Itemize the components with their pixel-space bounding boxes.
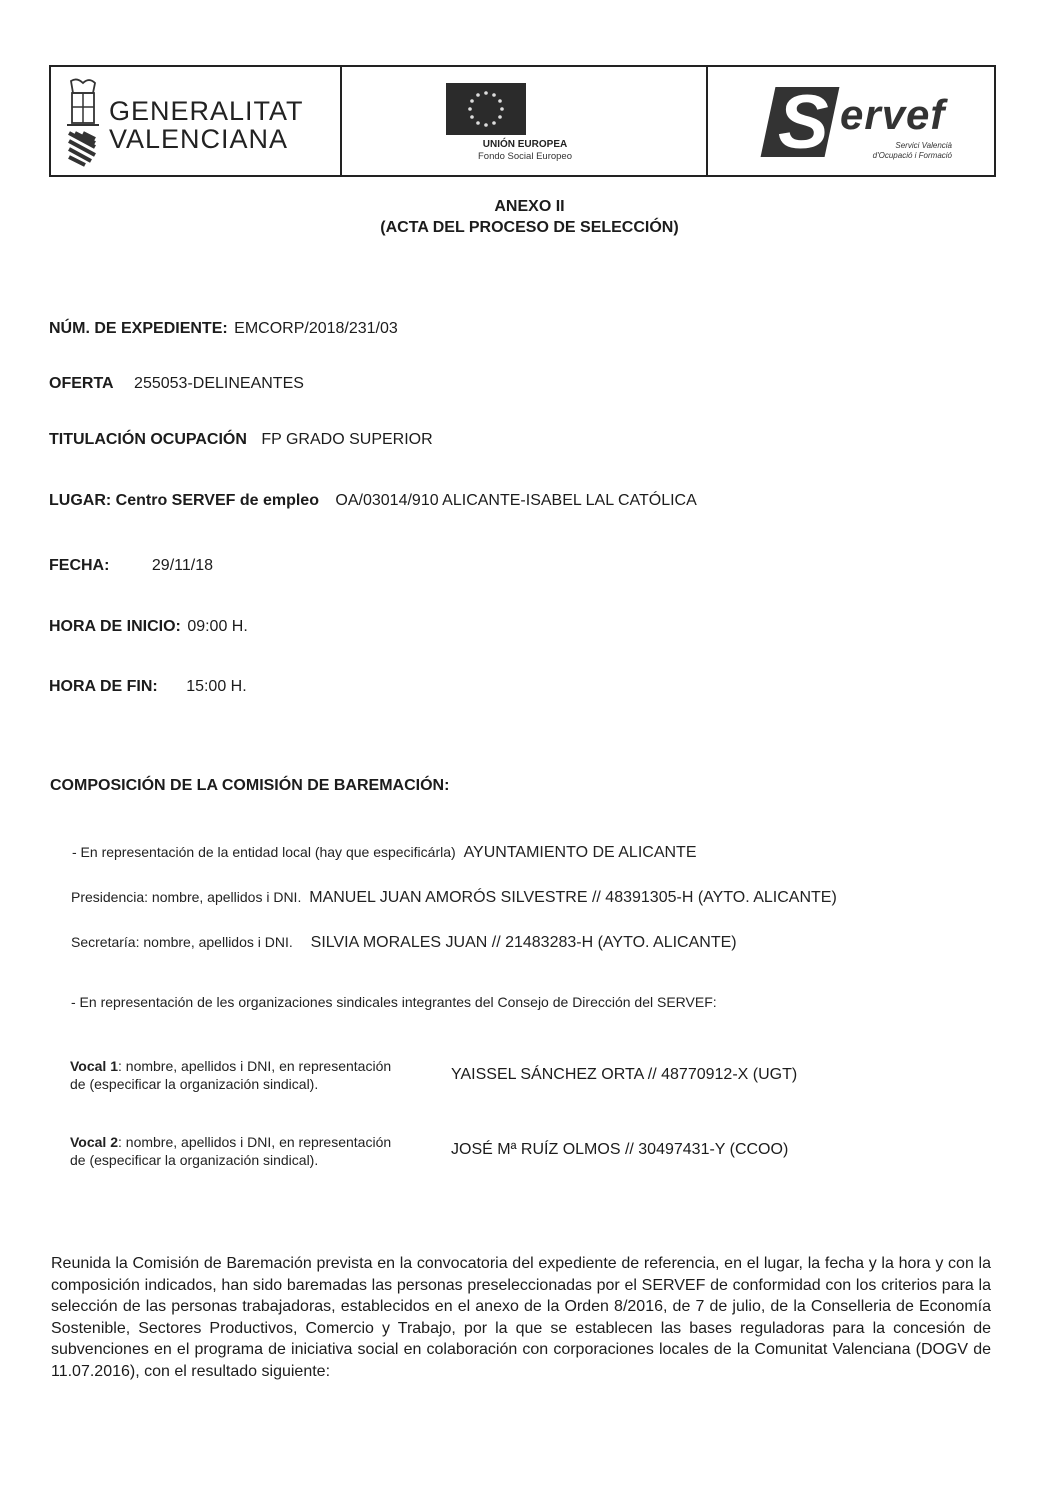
hora-inicio-field (49, 618, 248, 636)
presidencia-label: Presidencia: nombre, apellidos i DNI. (71, 889, 302, 905)
hora-inicio-label: HORA DE INICIO: (49, 618, 181, 635)
generalitat-line1: GENERALITAT (109, 96, 304, 126)
servef-s-letter: S (778, 80, 829, 165)
hora-fin-value: 15:00 H. (186, 678, 247, 695)
entidad-row (72, 844, 697, 862)
servef-subtitle-2: d'Ocupació i Formació (872, 151, 952, 160)
vocal2-line1: : nombre, apellidos i DNI, en representación (118, 1134, 392, 1150)
generalitat-line2: VALENCIANA (109, 124, 289, 154)
generalitat-logo-text (109, 97, 304, 153)
presidencia-value: MANUEL JUAN AMORÓS SILVESTRE // 48391305-H (AYTO. ALICANTE) (309, 889, 837, 906)
lugar-label: LUGAR: Centro SERVEF de empleo (49, 492, 319, 509)
fecha-label: FECHA: (49, 557, 110, 574)
vocal2-line2: de (especificar la organización sindical). (70, 1152, 319, 1168)
header-logo-table (49, 65, 996, 177)
entidad-value: AYUNTAMIENTO DE ALICANTE (463, 844, 697, 861)
oferta-value: 255053-DELINEANTES (134, 375, 304, 392)
vocal2-label (70, 1133, 391, 1169)
fecha-field (49, 557, 213, 575)
titulacion-field (49, 431, 433, 449)
titulacion-label: TITULACIÓN OCUPACIÓN (49, 431, 247, 448)
fecha-value: 29/11/18 (151, 557, 213, 574)
secretaria-value: SILVIA MORALES JUAN // 21483283-H (AYTO. ALICANTE) (310, 934, 737, 951)
entidad-label: - En representación de la entidad local (hay que especificárla) (72, 844, 456, 860)
comision-heading: COMPOSICIÓN DE LA COMISIÓN DE BAREMACIÓN: (50, 777, 450, 794)
secretaria-row (71, 934, 737, 952)
expediente-field (49, 320, 398, 338)
sindicales-row: - En representación de les organizaciones sindicales integrantes del Consejo de Dirección del SERVEF: (71, 994, 717, 1010)
hora-fin-field (49, 678, 247, 696)
document-subtitle: (ACTA DEL PROCESO DE SELECCIÓN) (380, 219, 679, 236)
lugar-value: OA/03014/910 ALICANTE-ISABEL LAL CATÓLICA (335, 492, 697, 509)
vocal1-value: YAISSEL SÁNCHEZ ORTA // 48770912-X (UGT) (451, 1066, 798, 1083)
eu-label: UNIÓN EUROPEA (482, 139, 568, 150)
eu-flag-icon (446, 83, 526, 135)
oferta-label: OFERTA (49, 375, 114, 392)
oferta-field (49, 375, 304, 393)
expediente-value: EMCORP/2018/231/03 (234, 320, 398, 337)
vocal1-label (70, 1057, 391, 1093)
eu-fund-label: Fondo Social Europeo (477, 151, 572, 162)
vocal2-bold: Vocal 2 (70, 1134, 118, 1150)
presidencia-row (71, 889, 837, 907)
vocal1-line2: de (especificar la organización sindical). (70, 1076, 319, 1092)
secretaria-label: Secretaría: nombre, apellidos i DNI. (71, 934, 293, 950)
titulacion-value: FP GRADO SUPERIOR (261, 431, 433, 448)
generalitat-emblem-icon (63, 77, 103, 169)
conclusion-paragraph: Reunida la Comisión de Baremación prevista en la convocatoria del expediente de referencia, en el lugar, la fecha y la hora y con la composición indicados, han sido baremadas las personas preseleccionadas por el SERVEF de conformidad con los criterios para la selección de las personas trabajadoras, establecidos en el anexo de la Orden 8/2016, de 7 de julio, de la Conselleria de Economía Sostenible, Sectores Productivos, Comercio y Trabajo, por la que se establecen las bases reguladoras para la concesión de subvenciones en el programa de iniciativa social en colaboración con corporaciones locales de la Comunitat Valenciana (DOGV de 11.07.2016), con el resultado siguiente: (51, 1255, 991, 1380)
document-title: ANEXO II (494, 198, 565, 215)
servef-subtitle-1: Servici Valencià (895, 141, 952, 150)
lugar-field (49, 492, 697, 510)
vocal1-bold: Vocal 1 (70, 1058, 118, 1074)
servef-logo-cell (708, 67, 994, 175)
generalitat-logo-cell (51, 67, 342, 175)
servef-wordmark: ervef (840, 91, 946, 138)
vocal2-value: JOSÉ Mª RUÍZ OLMOS // 30497431-Y (CCOO) (451, 1141, 789, 1158)
hora-inicio-value: 09:00 H. (187, 618, 248, 635)
eu-logo-cell (342, 67, 708, 175)
expediente-label: NÚM. DE EXPEDIENTE: (49, 320, 228, 337)
hora-fin-label: HORA DE FIN: (49, 678, 158, 695)
vocal1-line1: : nombre, apellidos i DNI, en representación (118, 1058, 392, 1074)
